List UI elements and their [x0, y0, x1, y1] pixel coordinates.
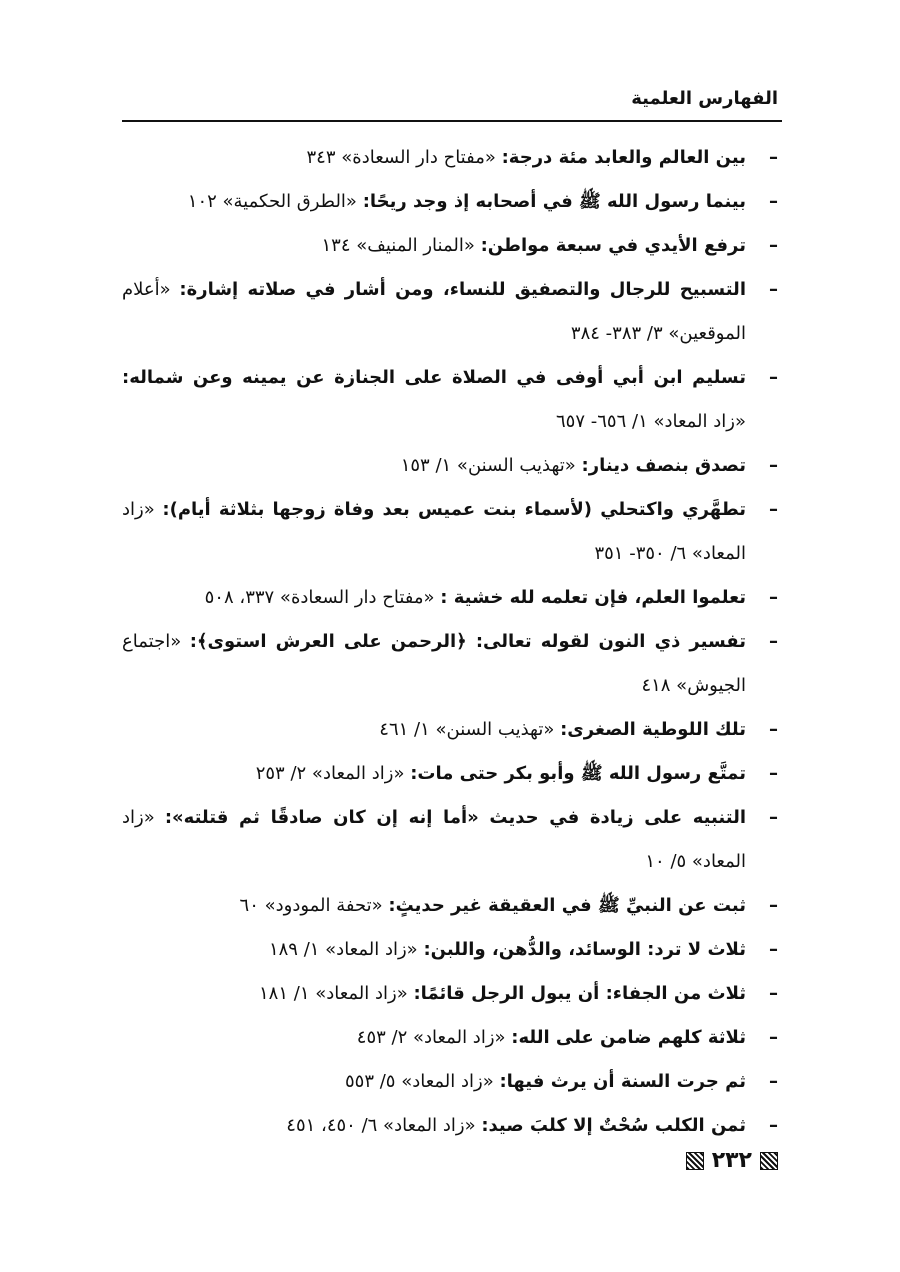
index-entry — [122, 576, 778, 620]
entry-title: تطهَّري واكتحلي (لأسماء بنت عميس بعد وفاة زوجها بثلاثة أيام): — [162, 499, 746, 520]
entry-title: تسليم ابن أبي أوفى في الصلاة على الجنازة عن يمينه وعن شماله: — [122, 367, 746, 388]
entry-dash-icon: – — [769, 279, 778, 300]
index-entry — [122, 884, 778, 928]
entry-reference: «تحفة المودود» ٦٠ — [239, 895, 383, 916]
entry-reference: «مفتاح دار السعادة» ٣٤٣ — [306, 147, 496, 168]
entry-dash-icon: – — [769, 1115, 778, 1136]
entry-title: تمتَّع رسول الله ﷺ وأبو بكر حتى مات: — [410, 763, 746, 784]
entry-reference: «زاد المعاد» ٦/ ٣٥٠- ٣٥١ — [122, 499, 746, 564]
entry-reference: «أعلام الموقعين» ٣/ ٣٨٣- ٣٨٤ — [122, 279, 746, 344]
entry-dash-icon: – — [769, 631, 778, 652]
entry-reference: «زاد المعاد» ١/ ٦٥٦- ٦٥٧ — [556, 411, 746, 432]
index-entry — [122, 796, 778, 884]
entry-dash-icon: – — [769, 499, 778, 520]
entry-title: ثم جرت السنة أن يرث فيها: — [499, 1071, 746, 1092]
entry-title: ثبت عن النبيِّ ﷺ في العقيقة غير حديثٍ: — [388, 895, 746, 916]
entry-reference: «الطرق الحكمية» ١٠٢ — [187, 191, 357, 212]
index-entry — [122, 972, 778, 1016]
index-entry — [122, 356, 778, 444]
entry-title: تفسير ذي النون لقوله تعالى: ﴿الرحمن على العرش استوى﴾: — [189, 631, 746, 652]
entry-dash-icon: – — [769, 235, 778, 256]
index-entry — [122, 488, 778, 576]
entry-reference: «مفتاح دار السعادة» ٣٣٧، ٥٠٨ — [204, 587, 435, 608]
index-entry — [122, 1104, 778, 1148]
entry-reference: «المنار المنيف» ١٣٤ — [321, 235, 475, 256]
entry-title: التسبيح للرجال والتصفيق للنساء، ومن أشار في صلاته إشارة: — [179, 279, 746, 300]
entry-reference: «زاد المعاد» ٥/ ١٠ — [122, 807, 746, 872]
ornament-right-icon — [760, 1152, 778, 1170]
index-entry — [122, 708, 778, 752]
entry-reference: «زاد المعاد» ٥/ ٥٥٣ — [344, 1071, 494, 1092]
entry-reference: «زاد المعاد» ٢/ ٢٥٣ — [255, 763, 405, 784]
entry-dash-icon: – — [769, 147, 778, 168]
entry-title: تعلموا العلم، فإن تعلمه لله خشية : — [440, 587, 746, 608]
entry-reference: «تهذيب السنن» ١/ ٤٦١ — [379, 719, 555, 740]
header-rule — [122, 120, 782, 122]
entry-title: تلك اللوطية الصغرى: — [560, 719, 746, 740]
entry-dash-icon: – — [769, 939, 778, 960]
entry-reference: «زاد المعاد» ١/ ١٨١ — [259, 983, 408, 1004]
entry-title: ثمن الكلب سُحْتٌ إلا كلبَ صيد: — [481, 1115, 746, 1136]
entry-reference: «اجتماع الجيوش» ٤١٨ — [122, 631, 746, 696]
entry-dash-icon: – — [769, 1027, 778, 1048]
entry-reference: «زاد المعاد» ١/ ١٨٩ — [268, 939, 418, 960]
entry-dash-icon: – — [769, 983, 778, 1004]
index-entry — [122, 180, 778, 224]
entry-title: تصدق بنصف دينار: — [581, 455, 746, 476]
index-entry — [122, 928, 778, 972]
index-entry — [122, 752, 778, 796]
index-entry — [122, 620, 778, 708]
index-entries — [122, 136, 778, 1148]
index-entry — [122, 224, 778, 268]
ornament-left-icon — [686, 1152, 704, 1170]
entry-reference: «زاد المعاد» ٦/ ٤٥٠، ٤٥١ — [286, 1115, 476, 1136]
entry-dash-icon: – — [769, 455, 778, 476]
entry-reference: «تهذيب السنن» ١/ ١٥٣ — [400, 455, 576, 476]
entry-title: ثلاثة كلهم ضامن على الله: — [511, 1027, 746, 1048]
index-entry — [122, 1016, 778, 1060]
entry-dash-icon: – — [769, 191, 778, 212]
entry-dash-icon: – — [769, 719, 778, 740]
running-header: الفهارس العلمية — [631, 88, 778, 109]
index-entry — [122, 444, 778, 488]
entry-dash-icon: – — [769, 587, 778, 608]
entry-dash-icon: – — [769, 763, 778, 784]
entry-dash-icon: – — [769, 807, 778, 828]
entry-dash-icon: – — [769, 895, 778, 916]
index-entry — [122, 136, 778, 180]
entry-title: بين العالم والعابد مئة درجة: — [501, 147, 746, 168]
entry-title: التنبيه على زيادة في حديث «أما إنه إن كان صادقًا ثم قتلته»: — [164, 807, 746, 828]
page-number: ٢٣٢ — [711, 1148, 752, 1173]
entry-reference: «زاد المعاد» ٢/ ٤٥٣ — [356, 1027, 506, 1048]
entry-title: ثلاث لا ترد: الوسائد، والدُّهن، واللبن: — [423, 939, 746, 960]
entry-dash-icon: – — [769, 367, 778, 388]
entry-title: ترفع الأيدي في سبعة مواطن: — [480, 235, 746, 256]
entry-title: ثلاث من الجفاء: أن يبول الرجل قائمًا: — [413, 983, 746, 1004]
entry-dash-icon: – — [769, 1071, 778, 1092]
page-footer — [686, 1148, 778, 1173]
index-entry — [122, 1060, 778, 1104]
entry-title: بينما رسول الله ﷺ في أصحابه إذ وجد ريحًا: — [362, 191, 746, 212]
index-entry — [122, 268, 778, 356]
